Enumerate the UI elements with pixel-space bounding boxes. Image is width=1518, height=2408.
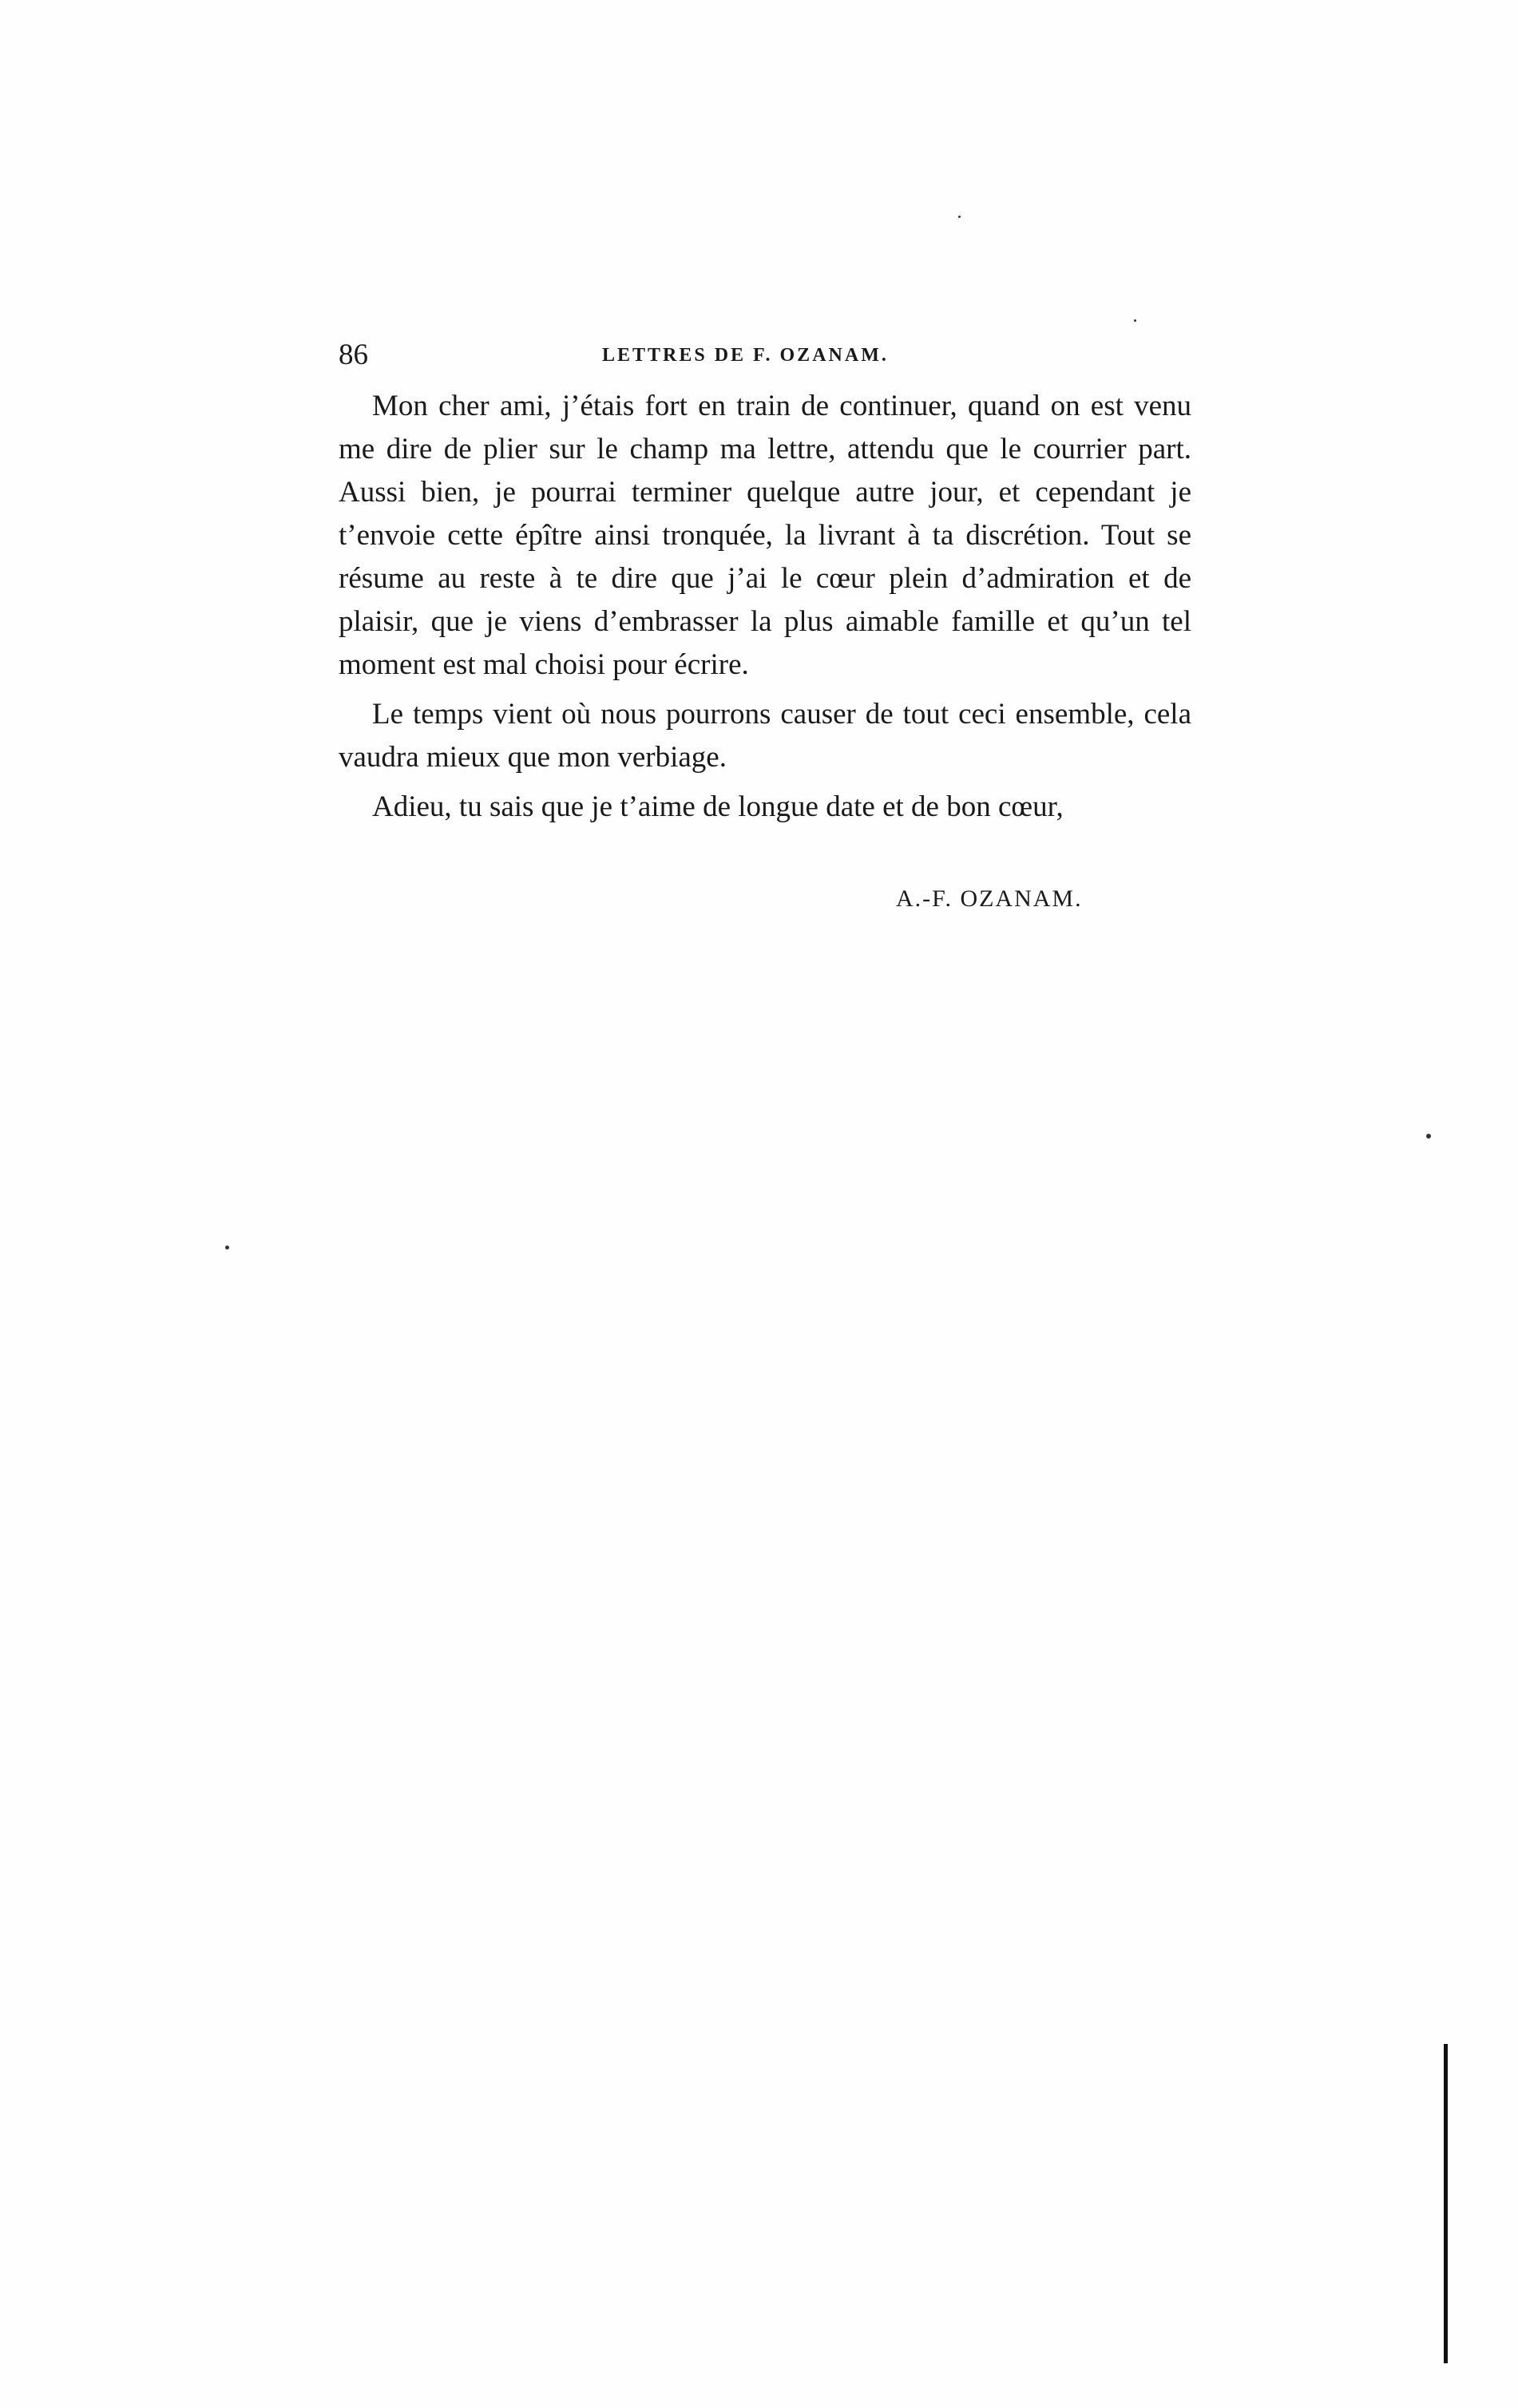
letter-body [339,385,1191,829]
paragraph-3: Adieu, tu sais que je t’aime de longue date et de bon cœur, [372,790,1064,823]
running-head [339,339,1174,371]
scan-edge-line [1444,2044,1448,2363]
page-number: 86 [339,339,368,371]
scan-speck [1134,319,1136,322]
paragraph-2: Le temps vient où nous pourrons causer de tout ceci ensemble, cela vaudra mieux que mon verbiage. [339,698,1191,774]
scan-speck [225,1246,229,1250]
scan-speck [1426,1134,1431,1139]
running-title: LETTRES DE F. OZANAM. [602,345,889,366]
scan-speck [958,216,961,218]
signature: A.-F. OZANAM. [896,885,1083,912]
paragraph-1: Mon cher ami, j’étais fort en train de continuer, quand on est venu me dire de plier sur le champ ma lettre, attendu que le courrier part. Aussi bien, je pourrai terminer quelque autre jour, et cependant je t’envoie cette épître ainsi tronquée, la livrant à ta discrétion. Tout se résume au reste à te dire que j’ai le cœur plein d’admiration et de plaisir, que je viens d’embrasser la plus aimable famille et qu’un tel moment est mal choisi pour écrire. [339,390,1191,681]
